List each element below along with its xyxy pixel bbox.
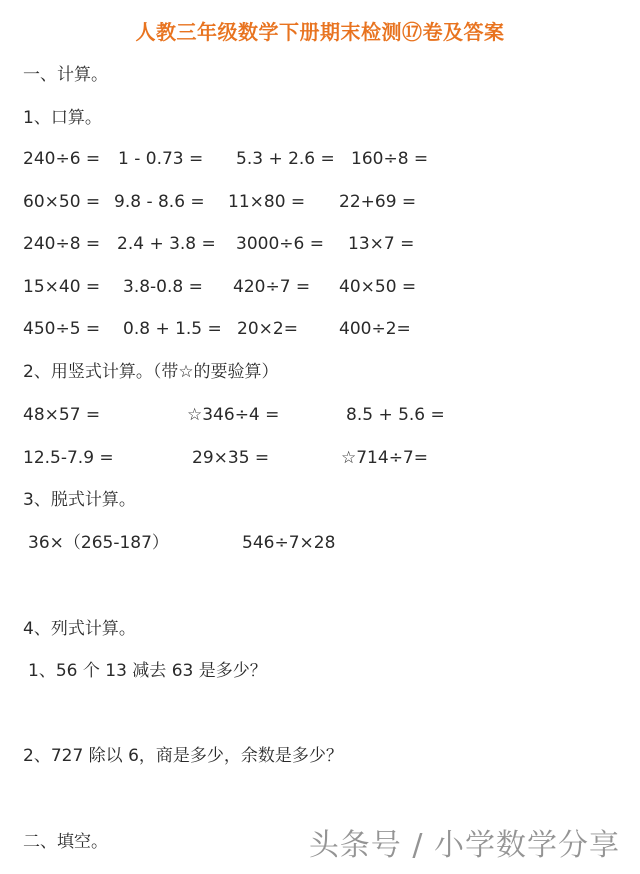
section1-heading: 一、计算。: [23, 65, 108, 85]
oral-problem: 400÷2=: [339, 319, 411, 339]
oral-problem: 450÷5 =: [23, 319, 101, 339]
oral-problem: 11×80 =: [228, 192, 306, 212]
oral-problem: 2.4 + 3.8 =: [117, 234, 216, 254]
word-problem: 2、727 除以 6，商是多少，余数是多少？: [23, 746, 343, 766]
part2-heading: 2、用竖式计算。（带☆的要验算）: [23, 362, 279, 382]
oral-problem: 3.8-0.8 =: [123, 277, 203, 297]
oral-problem: 3000÷6 =: [236, 234, 324, 254]
document-title: 人教三年级数学下册期末检测⑰卷及答案: [135, 20, 505, 44]
oral-problem: 20×2=: [237, 319, 298, 339]
oral-problem: 60×50 =: [23, 192, 101, 212]
part3-heading: 3、脱式计算。: [23, 490, 136, 510]
stepwise-problem: 546÷7×28: [242, 533, 336, 553]
vertical-problem: 48×57 =: [23, 405, 101, 425]
part4-heading: 4、列式计算。: [23, 619, 136, 639]
vertical-problem: ☆346÷4 =: [187, 405, 280, 425]
part1-heading: 1、口算。: [23, 108, 102, 128]
oral-problem: 9.8 - 8.6 =: [114, 192, 205, 212]
oral-problem: 5.3 + 2.6 =: [236, 149, 335, 169]
section2-heading: 二、填空。: [23, 832, 108, 852]
oral-problem: 240÷8 =: [23, 234, 101, 254]
oral-problem: 0.8 + 1.5 =: [123, 319, 222, 339]
oral-problem: 160÷8 =: [351, 149, 429, 169]
vertical-problem: 29×35 =: [192, 448, 270, 468]
stepwise-problem: 36×（265-187）: [28, 533, 169, 553]
vertical-problem: 8.5 + 5.6 =: [346, 405, 445, 425]
oral-problem: 420÷7 =: [233, 277, 311, 297]
oral-problem: 40×50 =: [339, 277, 417, 297]
vertical-problem: 12.5-7.9 =: [23, 448, 114, 468]
oral-problem: 22+69 =: [339, 192, 417, 212]
oral-problem: 240÷6 =: [23, 149, 101, 169]
oral-problem: 15×40 =: [23, 277, 101, 297]
oral-problem: 13×7 =: [348, 234, 415, 254]
vertical-problem: ☆714÷7=: [341, 448, 428, 468]
watermark-text: 头条号 / 小学数学分享: [308, 828, 620, 863]
oral-problem: 1 - 0.73 =: [118, 149, 204, 169]
word-problem: 1、56 个 13 减去 63 是多少？: [28, 661, 267, 681]
